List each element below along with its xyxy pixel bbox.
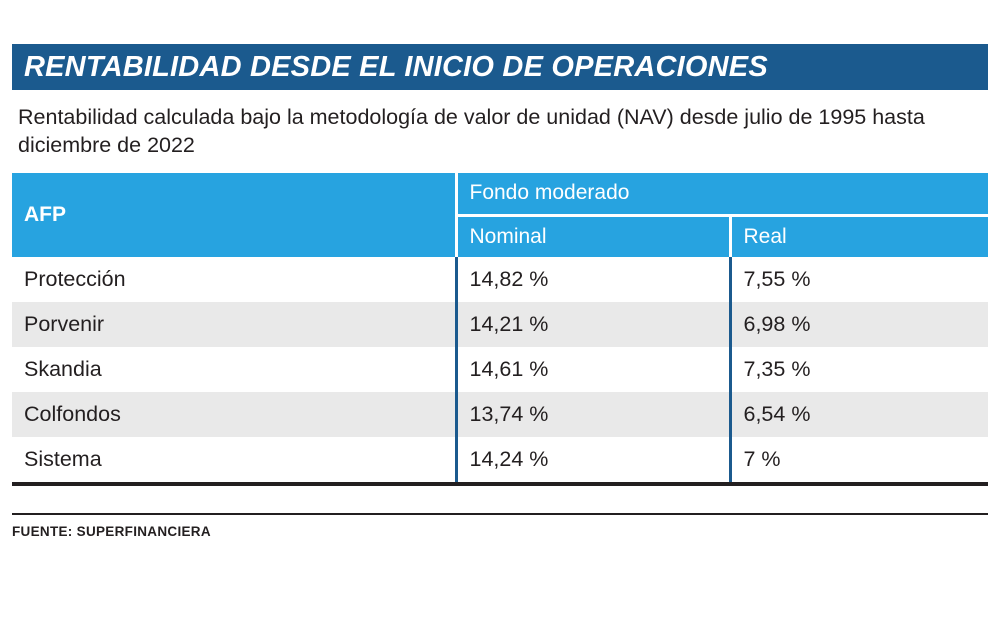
source-divider [12,513,988,515]
cell-nominal: 14,82 % [456,257,730,302]
cell-nominal: 14,21 % [456,302,730,347]
table-header-row-group [12,173,988,215]
table-row [12,257,988,302]
table-row [12,347,988,392]
cell-nominal: 14,61 % [456,347,730,392]
cell-real: 6,98 % [730,302,988,347]
rentabilidad-table [12,173,988,482]
cell-real: 6,54 % [730,392,988,437]
cell-afp: Protección [12,257,456,302]
column-header-real: Real [730,215,988,257]
cell-afp: Colfondos [12,392,456,437]
table-bottom-divider [12,482,988,486]
cell-nominal: 14,24 % [456,437,730,482]
table-body [12,257,988,482]
column-header-afp: AFP [12,173,456,257]
cell-real: 7,55 % [730,257,988,302]
infographic-page [0,44,1000,624]
source-label: FUENTE: SUPERFINANCIERA [12,524,211,539]
title-bar [12,44,988,90]
cell-nominal: 13,74 % [456,392,730,437]
subtitle: Rentabilidad calculada bajo la metodología de valor de unidad (NAV) desde julio de 1995 hasta diciembre de 2022 [18,105,925,157]
table-row [12,437,988,482]
data-table-wrapper [12,173,988,486]
column-group-header-fondo-moderado: Fondo moderado [456,173,988,215]
cell-afp: Sistema [12,437,456,482]
table-head [12,173,988,257]
table-row [12,302,988,347]
cell-real: 7,35 % [730,347,988,392]
page-title: RENTABILIDAD DESDE EL INICIO DE OPERACIONES [24,50,768,83]
cell-real: 7 % [730,437,988,482]
cell-afp: Porvenir [12,302,456,347]
table-row [12,392,988,437]
cell-afp: Skandia [12,347,456,392]
column-header-nominal: Nominal [456,215,730,257]
